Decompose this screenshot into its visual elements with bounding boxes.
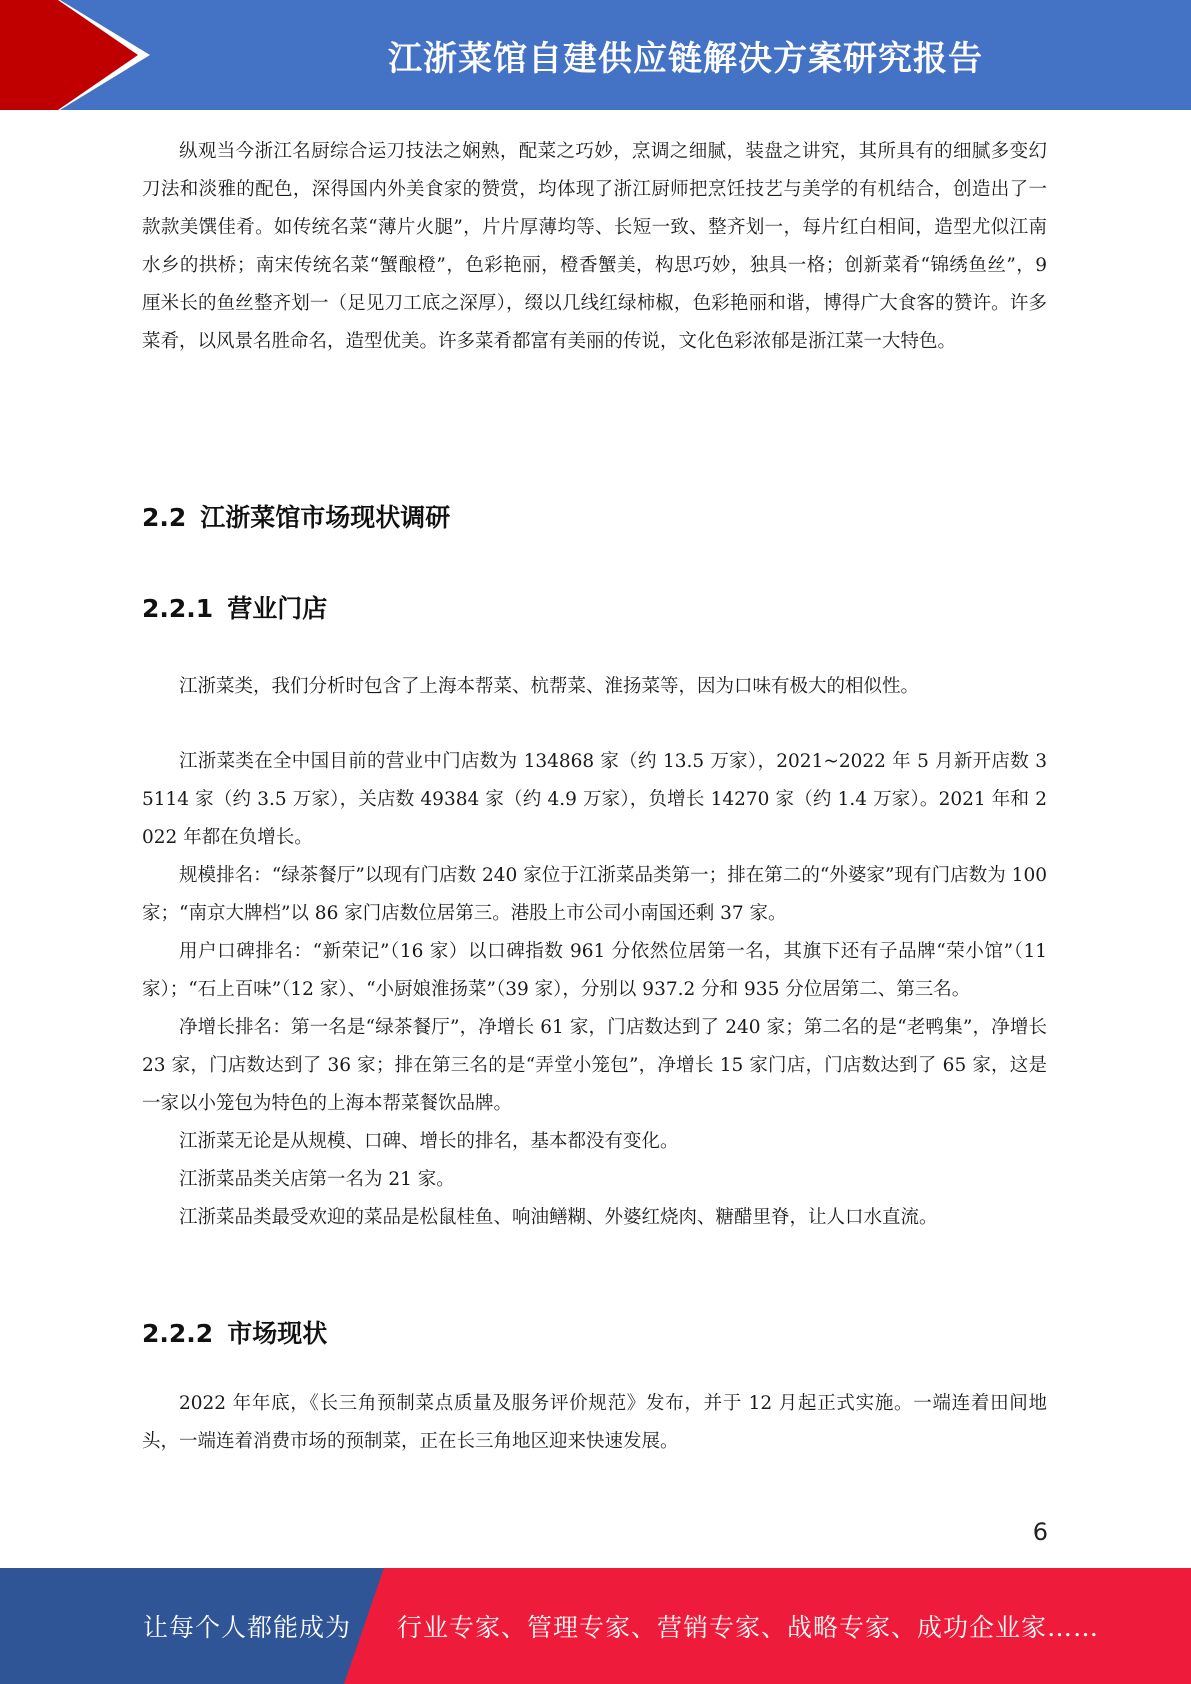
- stores-paragraphs-block: [142, 743, 1047, 1237]
- page-number: 6: [1032, 1518, 1048, 1546]
- stores-paragraph-1-block: [142, 668, 1047, 706]
- market-status-paragraph: 2022 年年底，《长三角预制菜点质量及服务评价规范》发布，并于 12 月起正式实施。一端连着田间地头，一端连着消费市场的预制菜，正在长三角地区迎来快速发展。: [142, 1393, 1047, 1452]
- stores-paragraph-3: 规模排名：“绿茶餐厅”以现有门店数 240 家位于江浙菜品类第一；排在第二的“外婆家”现有门店数为 100 家；“南京大牌档”以 86 家门店数位居第三。港股上市公司小南国还剩 37 家。: [142, 865, 1047, 924]
- stores-paragraph-6: 江浙菜无论是从规模、口碑、增长的排名，基本都没有变化。: [179, 1131, 679, 1152]
- section-title: 营业门店: [227, 594, 328, 623]
- report-title: 江浙菜馆自建供应链解决方案研究报告: [388, 38, 983, 79]
- stores-paragraph-5: 净增长排名：第一名是“绿茶餐厅”，净增长 61 家，门店数达到了 240 家；第二名的是“老鸭集”，净增长 23 家，门店数达到了 36 家；排在第三名的是“弄堂小笼包”，净增长 15 家门店，门店数达到了 65 家，这是一家以小笼包为特色的上海本帮菜餐饮品牌。: [142, 1017, 1047, 1114]
- stores-paragraph-7: 江浙菜品类关店第一名为 21 家。: [179, 1169, 455, 1190]
- stores-paragraph-2: 江浙菜类在全中国目前的营业中门店数为 134868 家（约 13.5 万家），2021~2022 年 5 月新开店数 35114 家（约 3.5 万家），关店数 49384 家（约 4.9 万家），负增长 14270 家（约 1.4 万家）。2021 年和 2022 年都在负增长。: [142, 751, 1047, 848]
- stores-paragraph-8: 江浙菜品类最受欢迎的菜品是松鼠桂鱼、响油鳝糊、外婆红烧肉、糖醋里脊，让人口水直流。: [179, 1207, 938, 1228]
- section-title: 市场现状: [227, 1319, 328, 1348]
- section-heading-2-2-2: [142, 1314, 327, 1350]
- stores-paragraph-1: 江浙菜类，我们分析时包含了上海本帮菜、杭帮菜、淮扬菜等，因为口味有极大的相似性。: [179, 676, 920, 697]
- footer-slogan-left: 让每个人都能成为: [143, 1613, 352, 1642]
- intro-section: [142, 133, 1047, 361]
- section-heading-2-2-1: [142, 589, 327, 625]
- section-number: 2.2.1: [142, 594, 214, 623]
- section-number: 2.2: [142, 503, 187, 532]
- header-chevron-icon: [0, 0, 160, 110]
- page-header: [0, 0, 1191, 110]
- section-title: 江浙菜馆市场现状调研: [200, 503, 451, 532]
- footer-slogan-right: 行业专家、管理专家、营销专家、战略专家、成功企业家……: [397, 1613, 1100, 1642]
- market-status-block: [142, 1385, 1047, 1461]
- intro-paragraph: 纵观当今浙江名厨综合运刀技法之娴熟，配菜之巧妙，烹调之细腻，装盘之讲究，其所具有的细腻多变幻刀法和淡雅的配色，深得国内外美食家的赞赏，均体现了浙江厨师把烹饪技艺与美学的有机结合，创造出了一款款美馔佳肴。如传统名菜“薄片火腿”，片片厚薄均等、长短一致、整齐划一，每片红白相间，造型尤似江南水乡的拱桥；南宋传统名菜“蟹酿橙”，色彩艳丽，橙香蟹美，构思巧妙，独具一格；创新菜肴“锦绣鱼丝”，9 厘米长的鱼丝整齐划一（足见刀工底之深厚），缀以几线红绿柿椒，色彩艳丽和谐，博得广大食客的赞许。许多菜肴，以风景名胜命名，造型优美。许多菜肴都富有美丽的传说，文化色彩浓郁是浙江菜一大特色。: [142, 141, 1047, 352]
- section-number: 2.2.2: [142, 1319, 214, 1348]
- page-footer: [0, 1568, 1191, 1684]
- stores-paragraph-4: 用户口碑排名：“新荣记”（16 家）以口碑指数 961 分依然位居第一名，其旗下还有子品牌“荣小馆”（11 家）；“石上百味”（12 家）、“小厨娘淮扬菜”（39 家），分别以 937.2 分和 935 分位居第二、第三名。: [142, 941, 1047, 1000]
- section-heading-2-2: [142, 498, 450, 534]
